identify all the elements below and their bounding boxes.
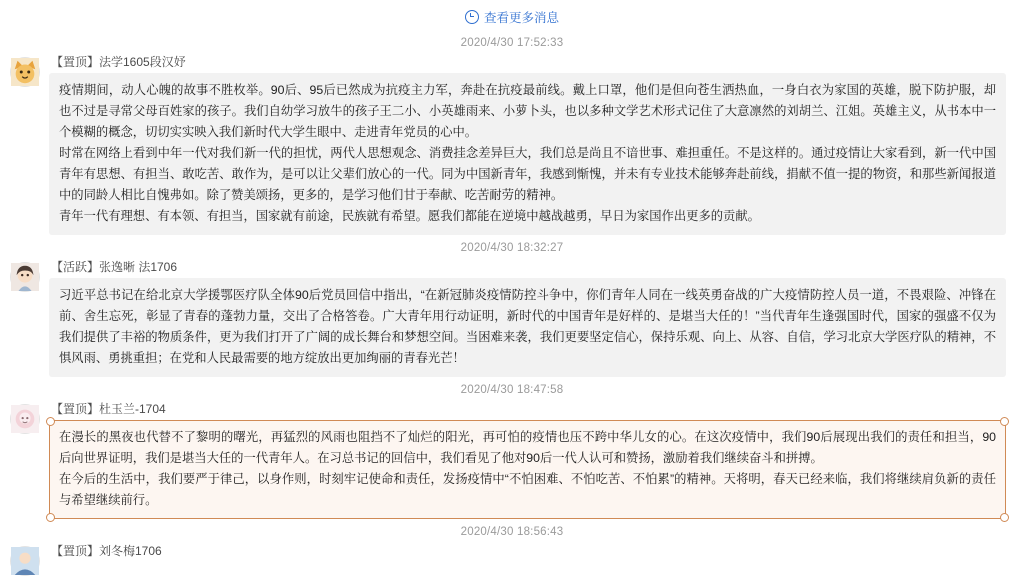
- message-body: [49, 55, 1006, 235]
- message-timestamp: 2020/4/30 18:32:27: [460, 242, 564, 254]
- message-timestamp: 2020/4/30 18:47:58: [460, 384, 564, 396]
- message-paragraph: 疫情期间，动人心魄的故事不胜枚举。90后、95后已然成为抗疫主力军，奔赴在抗疫最前线。戴上口罩，他们是但向苍生洒热血，一身白衣为家国的英雄，脱下防护服，却也不过是寻常父母百姓家的孩子。我们自幼学习放牛的孩子王二小、小英雄雨来、小萝卜头，也以多种文学艺术形式记住了大意凛然的刘胡兰、江姐。英雄主义，从书本中一个模糊的概念，切切实实映入我们新时代大学生眼中、走进青年党员的心中。: [59, 83, 996, 139]
- message-item: [0, 55, 1024, 235]
- avatar[interactable]: [10, 262, 40, 292]
- message-bubble[interactable]: [49, 278, 1006, 377]
- message-sender: 【置顶】刘冬梅1706: [51, 544, 162, 558]
- selection-handle-bottom-right[interactable]: [1000, 513, 1009, 522]
- message-paragraph: 习近平总书记在给北京大学援鄂医疗队全体90后党员回信中指出，“在新冠肺炎疫情防控斗争中，你们青年人同在一线英勇奋战的广大疫情防控人员一道，不畏艰险、冲锋在前、舍生忘死，彰显了青春的蓬勃力量，交出了合格答卷。广大青年用行动证明，新时代的中国青年是好样的、是堪当大任的！”当代青年生逢强国时代，国家的强盛不仅为我们提供了丰裕的物质条件，更为我们打开了广阔的成长舞台和梦想空间。当困难来袭，我们更要坚定信心，保持乐观、向上、从容、自信，学习北京大学医疗队的精神，不惧风雨、勇挑重担；在党和人民最需要的地方绽放出更加绚丽的青春光芒！: [59, 288, 996, 365]
- blue-avatar-icon: [11, 547, 39, 575]
- message-timestamp: 2020/4/30 18:56:43: [460, 526, 564, 538]
- message-timestamp: 2020/4/30 17:52:33: [460, 37, 564, 49]
- cat-avatar-icon: [11, 58, 39, 86]
- girl-avatar-icon: [11, 263, 39, 291]
- pink-avatar-icon: [11, 405, 39, 433]
- message-paragraph: 时常在网络上看到中年一代对我们新一代的担忧，两代人思想观念、消费挂念差异巨大，我们总是尚且不谙世事、难担重任。不是这样的。通过疫情让大家看到，新一代中国青年有思想、有担当、敢吃苦、敢作为，是可以让父辈们放心的一代。同为中国新青年，我感到惭愧，并未有专业技术能够奔赴前线，捐献不值一提的物资，和那些新闻报道中的同龄人相比自愧弗如。除了赞美颂扬，更多的，是学习他们甘于奉献、吃苦耐劳的精神。: [59, 146, 996, 202]
- message-body: [49, 402, 1006, 519]
- selection-handle-bottom-left[interactable]: [46, 513, 55, 522]
- selection-handle-top-left[interactable]: [46, 417, 55, 426]
- message-body: [49, 544, 1006, 562]
- message-item: [0, 260, 1024, 377]
- clock-icon: [465, 10, 479, 24]
- load-more-messages-button[interactable]: [0, 0, 1024, 30]
- avatar[interactable]: [10, 57, 40, 87]
- selection-handle-top-right[interactable]: [1000, 417, 1009, 426]
- message-paragraph: 青年一代有理想、有本领、有担当，国家就有前途，民族就有希望。愿我们都能在逆境中越战越勇，早日为家国作出更多的贡献。: [59, 209, 760, 223]
- message-bubble[interactable]: [49, 73, 1006, 235]
- avatar[interactable]: [10, 546, 40, 576]
- message-paragraph: 在今后的生活中，我们要严于律己，以身作则，时刻牢记使命和责任，发扬疫情中“不怕困难、不怕吃苦、不怕累”的精神。天将明，春天已经来临，我们将继续肩负新的责任与希望继续前行。: [59, 472, 996, 507]
- message-body: [49, 260, 1006, 377]
- message-sender: 【置顶】杜玉兰-1704: [51, 402, 166, 416]
- avatar[interactable]: [10, 404, 40, 434]
- load-more-label: 查看更多消息: [483, 11, 559, 25]
- message-sender: 【置顶】法学1605段汉妤: [51, 55, 186, 69]
- message-item: [0, 402, 1024, 519]
- message-paragraph: 在漫长的黑夜也代替不了黎明的曙光，再猛烈的风雨也阻挡不了灿烂的阳光，再可怕的疫情也压不跨中华儿女的心。在这次疫情中，我们90后展现出我们的责任和担当，90后向世界证明，我们是堪当大任的一代青年人。在习总书记的回信中，我们看见了他对90后一代人认可和赞扬，激励着我们继续奋斗和拼搏。: [59, 430, 996, 465]
- message-bubble-selected[interactable]: [49, 420, 1006, 519]
- message-sender: 【活跃】张逸晰 法1706: [51, 260, 178, 274]
- message-item: [0, 544, 1024, 580]
